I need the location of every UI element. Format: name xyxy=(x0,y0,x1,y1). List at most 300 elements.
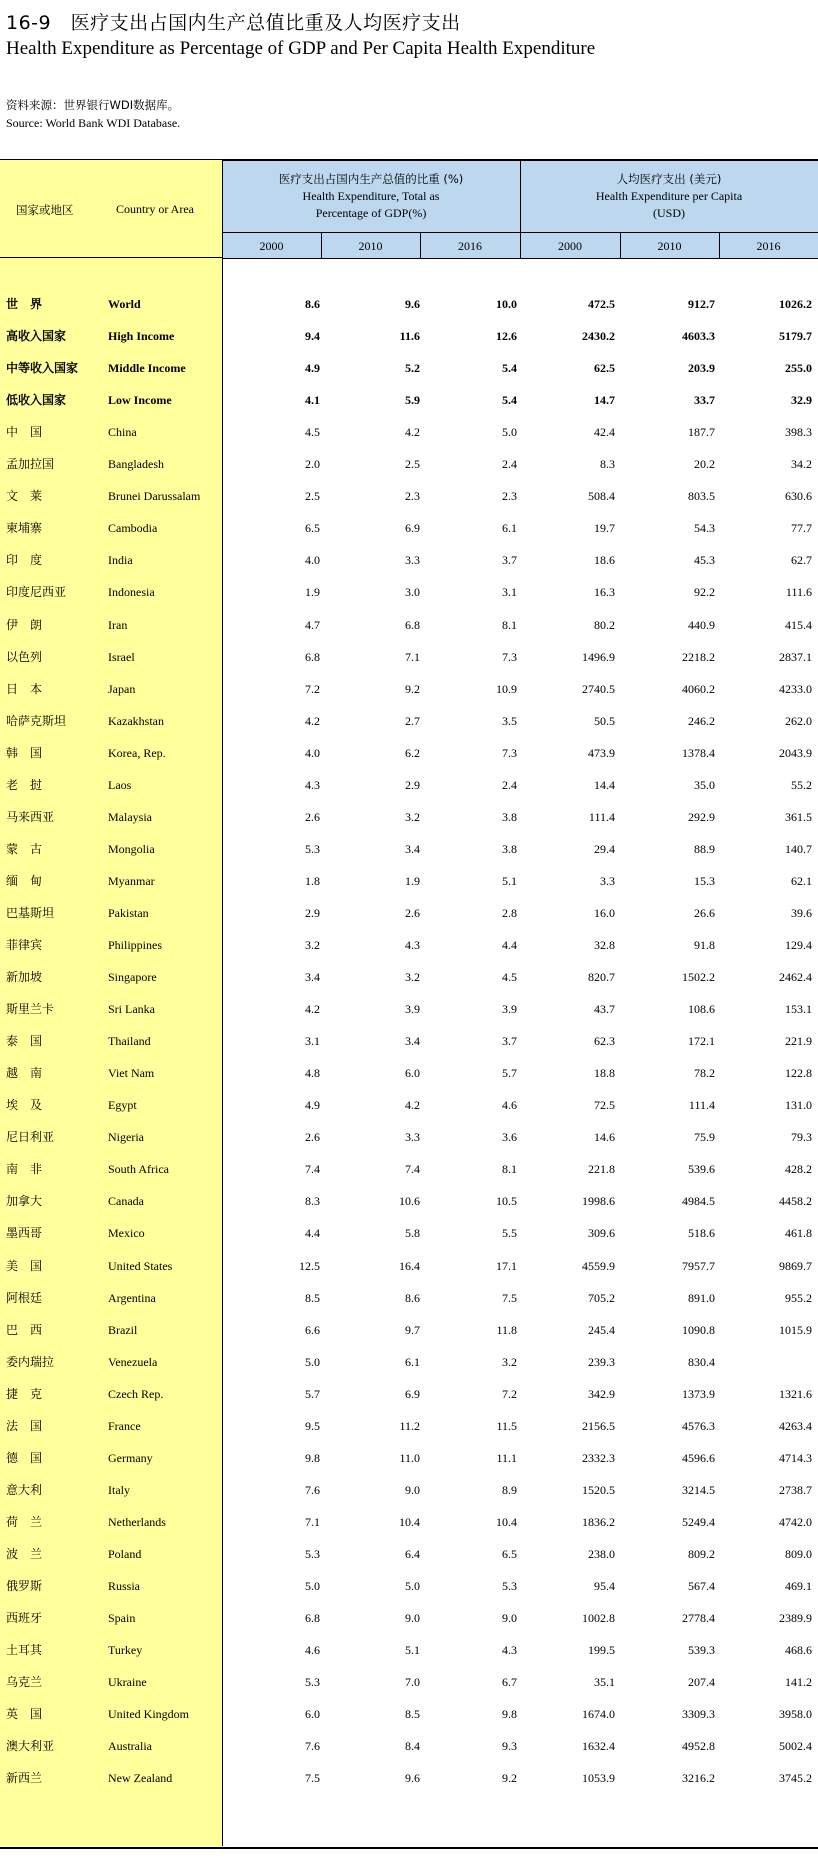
table-row xyxy=(0,1121,818,1153)
value-cell: 4603.3 xyxy=(682,329,715,343)
value-cell: 3.8 xyxy=(502,842,517,856)
value-cell: 18.8 xyxy=(594,1066,615,1080)
value-cell: 14.4 xyxy=(594,778,615,792)
value-cell: 361.5 xyxy=(785,810,812,824)
value-cell: 33.7 xyxy=(694,393,715,407)
country-name-en: New Zealand xyxy=(108,1771,173,1785)
table-row xyxy=(0,1185,818,1217)
page-title-cn: 16-9 医疗支出占国内生产总值比重及人均医疗支出 xyxy=(6,12,461,34)
table-row xyxy=(0,737,818,769)
country-name-en: United States xyxy=(108,1259,173,1273)
value-cell: 4984.5 xyxy=(682,1194,715,1208)
value-cell: 10.4 xyxy=(399,1515,420,1529)
table-row xyxy=(0,1570,818,1602)
value-cell: 3.7 xyxy=(502,1034,517,1048)
value-cell: 32.8 xyxy=(594,938,615,952)
value-cell: 8.3 xyxy=(305,1194,320,1208)
header-group-gdp-share-en-line1: Health Expenditure, Total as xyxy=(302,189,440,203)
value-cell: 7.3 xyxy=(502,746,517,760)
country-name-cn: 美 国 xyxy=(6,1259,43,1273)
value-cell: 415.4 xyxy=(785,618,812,632)
value-cell: 55.2 xyxy=(791,778,812,792)
value-cell: 4.6 xyxy=(305,1643,320,1657)
value-cell: 4.2 xyxy=(405,1098,420,1112)
table-row xyxy=(0,320,818,352)
country-name-cn: 以色列 xyxy=(6,650,43,664)
value-cell: 62.1 xyxy=(791,874,812,888)
value-cell: 221.8 xyxy=(588,1162,615,1176)
value-cell: 1998.6 xyxy=(582,1194,615,1208)
country-name-cn: 俄罗斯 xyxy=(6,1579,43,1593)
value-cell: 2389.9 xyxy=(779,1611,812,1625)
country-name-cn: 巴基斯坦 xyxy=(6,906,55,920)
value-cell: 6.0 xyxy=(305,1707,320,1721)
value-cell: 10.4 xyxy=(496,1515,517,1529)
table-row xyxy=(0,1730,818,1762)
country-name-en: Turkey xyxy=(108,1643,143,1657)
country-name-en: High Income xyxy=(108,329,175,343)
table-row xyxy=(0,384,818,416)
value-cell: 140.7 xyxy=(785,842,812,856)
value-cell: 18.6 xyxy=(594,553,615,567)
country-name-cn: 波 兰 xyxy=(6,1547,43,1561)
value-cell: 1015.9 xyxy=(779,1323,812,1337)
value-cell: 3.5 xyxy=(502,714,517,728)
value-cell: 4060.2 xyxy=(682,682,715,696)
value-cell: 4742.0 xyxy=(779,1515,812,1529)
value-cell: 4.2 xyxy=(305,714,320,728)
value-cell: 42.4 xyxy=(594,425,615,439)
value-cell: 3.2 xyxy=(305,938,320,952)
value-cell: 5.0 xyxy=(305,1579,320,1593)
value-cell: 955.2 xyxy=(785,1291,812,1305)
country-name-cn: 捷 克 xyxy=(6,1387,43,1401)
value-cell: 15.3 xyxy=(694,874,715,888)
table-row xyxy=(0,1762,818,1794)
table-row xyxy=(0,416,818,448)
table-row xyxy=(0,1698,818,1730)
value-cell: 469.1 xyxy=(785,1579,812,1593)
header-group-per-capita-en-line2: (USD) xyxy=(653,206,685,220)
value-cell: 8.5 xyxy=(305,1291,320,1305)
country-name-en: Kazakhstan xyxy=(108,714,164,728)
value-cell: 2332.3 xyxy=(582,1451,615,1465)
country-name-en: Netherlands xyxy=(108,1515,166,1529)
country-name-cn: 乌克兰 xyxy=(6,1675,43,1689)
country-name-en: Singapore xyxy=(108,970,157,984)
table-row xyxy=(0,1474,818,1506)
country-name-cn: 伊 朗 xyxy=(6,618,43,632)
value-cell: 11.8 xyxy=(496,1323,517,1337)
value-cell: 199.5 xyxy=(588,1643,615,1657)
value-cell: 2.8 xyxy=(502,906,517,920)
table-row xyxy=(0,544,818,576)
country-name-en: Venezuela xyxy=(108,1355,158,1369)
country-name-cn: 德 国 xyxy=(6,1451,43,1465)
value-cell: 2.6 xyxy=(305,810,320,824)
value-cell: 7.0 xyxy=(405,1675,420,1689)
value-cell: 6.9 xyxy=(405,521,420,535)
country-name-cn: 加拿大 xyxy=(6,1194,43,1208)
table-row xyxy=(0,1346,818,1378)
value-cell: 4.9 xyxy=(305,1098,320,1112)
table-row xyxy=(0,1153,818,1185)
value-cell: 62.7 xyxy=(791,553,812,567)
value-cell: 10.6 xyxy=(399,1194,420,1208)
value-cell: 17.1 xyxy=(496,1259,517,1273)
value-cell: 8.9 xyxy=(502,1483,517,1497)
value-cell: 4.7 xyxy=(305,618,320,632)
country-name-en: Russia xyxy=(108,1579,141,1593)
value-cell: 8.5 xyxy=(405,1707,420,1721)
value-cell: 461.8 xyxy=(785,1226,812,1240)
header-year: 2010 xyxy=(358,239,383,253)
country-name-en: China xyxy=(108,425,137,439)
value-cell: 567.4 xyxy=(688,1579,715,1593)
country-name-en: Indonesia xyxy=(108,585,155,599)
value-cell: 7.4 xyxy=(305,1162,320,1176)
value-cell: 62.3 xyxy=(594,1034,615,1048)
value-cell: 26.6 xyxy=(694,906,715,920)
value-cell: 472.5 xyxy=(588,297,615,311)
table-row xyxy=(0,673,818,705)
country-name-en: Viet Nam xyxy=(108,1066,155,1080)
value-cell: 4263.4 xyxy=(779,1419,812,1433)
value-cell: 122.8 xyxy=(785,1066,812,1080)
country-name-en: Laos xyxy=(108,778,132,792)
country-name-en: Brazil xyxy=(108,1323,138,1337)
value-cell: 5.2 xyxy=(405,361,420,375)
value-cell: 3.2 xyxy=(405,970,420,984)
country-name-en: Mexico xyxy=(108,1226,145,1240)
value-cell: 1373.9 xyxy=(682,1387,715,1401)
value-cell: 11.1 xyxy=(496,1451,517,1465)
value-cell: 20.2 xyxy=(694,457,715,471)
value-cell: 10.5 xyxy=(496,1194,517,1208)
table-row xyxy=(0,801,818,833)
value-cell: 5.3 xyxy=(502,1579,517,1593)
value-cell: 705.2 xyxy=(588,1291,615,1305)
source-note-en: Source: World Bank WDI Database. xyxy=(6,116,181,130)
value-cell: 3.8 xyxy=(502,810,517,824)
table-row xyxy=(0,288,818,320)
header-group-per-capita-cn: 人均医疗支出 (美元) xyxy=(616,172,722,186)
value-cell: 3214.5 xyxy=(682,1483,715,1497)
value-cell: 221.9 xyxy=(785,1034,812,1048)
value-cell: 2430.2 xyxy=(582,329,615,343)
value-cell: 4.5 xyxy=(305,425,320,439)
value-cell: 1053.9 xyxy=(582,1771,615,1785)
value-cell: 4952.8 xyxy=(682,1739,715,1753)
country-name-cn: 土耳其 xyxy=(6,1643,43,1657)
country-name-cn: 墨西哥 xyxy=(6,1226,43,1240)
source-note-cn: 资料来源：世界银行WDI数据库。 xyxy=(6,98,180,112)
value-cell: 6.0 xyxy=(405,1066,420,1080)
header-group-per-capita xyxy=(520,171,818,222)
value-cell: 10.9 xyxy=(496,682,517,696)
country-name-en: Canada xyxy=(108,1194,144,1208)
value-cell: 4.9 xyxy=(305,361,320,375)
value-cell: 3745.2 xyxy=(779,1771,812,1785)
header-group-gdp-share xyxy=(222,171,520,222)
value-cell: 539.6 xyxy=(688,1162,715,1176)
country-name-cn: 意大利 xyxy=(6,1483,43,1497)
value-cell: 153.1 xyxy=(785,1002,812,1016)
value-cell: 1674.0 xyxy=(582,1707,615,1721)
table-row xyxy=(0,769,818,801)
country-name-cn: 低收入国家 xyxy=(6,393,67,407)
value-cell: 111.4 xyxy=(688,1098,715,1112)
value-cell: 9.4 xyxy=(305,329,320,343)
value-cell: 4.3 xyxy=(305,778,320,792)
country-name-cn: 蒙 古 xyxy=(6,842,43,856)
country-name-cn: 中 国 xyxy=(6,425,43,439)
value-cell: 141.2 xyxy=(785,1675,812,1689)
value-cell: 6.1 xyxy=(502,521,517,535)
table-row xyxy=(0,1217,818,1249)
value-cell: 8.4 xyxy=(405,1739,420,1753)
value-cell: 3.6 xyxy=(502,1130,517,1144)
country-name-en: Australia xyxy=(108,1739,152,1753)
country-name-en: Italy xyxy=(108,1483,130,1497)
value-cell: 292.9 xyxy=(688,810,715,824)
value-cell: 4714.3 xyxy=(779,1451,812,1465)
value-cell: 5.1 xyxy=(502,874,517,888)
country-name-en: Low Income xyxy=(108,393,172,407)
value-cell: 7.4 xyxy=(405,1162,420,1176)
value-cell: 108.6 xyxy=(688,1002,715,1016)
value-cell: 5.0 xyxy=(305,1355,320,1369)
value-cell: 2738.7 xyxy=(779,1483,812,1497)
value-cell: 7.6 xyxy=(305,1483,320,1497)
table-row xyxy=(0,1634,818,1666)
value-cell: 5.4 xyxy=(502,361,517,375)
country-name-cn: 文 莱 xyxy=(6,489,43,503)
value-cell: 2.5 xyxy=(305,489,320,503)
value-cell: 34.2 xyxy=(791,457,812,471)
table-row xyxy=(0,609,818,641)
value-cell: 11.2 xyxy=(399,1419,420,1433)
country-name-cn: 泰 国 xyxy=(6,1034,43,1048)
table-row xyxy=(0,897,818,929)
country-name-en: Sri Lanka xyxy=(108,1002,155,1016)
value-cell: 2156.5 xyxy=(582,1419,615,1433)
value-cell: 5.7 xyxy=(502,1066,517,1080)
table-row xyxy=(0,352,818,384)
country-name-cn: 中等收入国家 xyxy=(6,361,79,375)
value-cell: 1378.4 xyxy=(682,746,715,760)
value-cell: 2.5 xyxy=(405,457,420,471)
value-cell: 830.4 xyxy=(688,1355,715,1369)
value-cell: 12.5 xyxy=(299,1259,320,1273)
table-row xyxy=(0,833,818,865)
value-cell: 7.5 xyxy=(305,1771,320,1785)
value-cell: 11.5 xyxy=(496,1419,517,1433)
value-cell: 262.0 xyxy=(785,714,812,728)
value-cell: 7.5 xyxy=(502,1291,517,1305)
value-cell: 7.1 xyxy=(405,650,420,664)
country-name-en: France xyxy=(108,1419,141,1433)
country-name-en: Korea, Rep. xyxy=(108,746,166,760)
country-name-en: Middle Income xyxy=(108,361,186,375)
value-cell: 5.3 xyxy=(305,1675,320,1689)
country-name-cn: 尼日利亚 xyxy=(6,1130,55,1144)
header-year: 2016 xyxy=(756,239,781,253)
value-cell: 3.7 xyxy=(502,553,517,567)
value-cell: 9.8 xyxy=(502,1707,517,1721)
value-cell: 35.0 xyxy=(694,778,715,792)
country-name-cn: 马来西亚 xyxy=(6,810,55,824)
value-cell: 428.2 xyxy=(785,1162,812,1176)
value-cell: 539.3 xyxy=(688,1643,715,1657)
table-row xyxy=(0,1538,818,1570)
value-cell: 9.6 xyxy=(405,1771,420,1785)
value-cell: 7.2 xyxy=(502,1387,517,1401)
value-cell: 3.4 xyxy=(305,970,320,984)
value-cell: 4233.0 xyxy=(779,682,812,696)
value-cell: 54.3 xyxy=(694,521,715,535)
value-cell: 6.8 xyxy=(305,650,320,664)
value-cell: 518.6 xyxy=(688,1226,715,1240)
value-cell: 80.2 xyxy=(594,618,615,632)
value-cell: 6.1 xyxy=(405,1355,420,1369)
table-row xyxy=(0,480,818,512)
table-row xyxy=(0,512,818,544)
country-name-cn: 哈萨克斯坦 xyxy=(6,714,67,728)
value-cell: 2.9 xyxy=(405,778,420,792)
table-bottom-rule xyxy=(0,1847,818,1849)
value-cell: 9.5 xyxy=(305,1419,320,1433)
value-cell: 4458.2 xyxy=(779,1194,812,1208)
value-cell: 14.7 xyxy=(594,393,615,407)
value-cell: 5249.4 xyxy=(682,1515,715,1529)
value-cell: 2.0 xyxy=(305,457,320,471)
country-header-divider xyxy=(0,257,222,258)
value-cell: 35.1 xyxy=(594,1675,615,1689)
value-cell: 246.2 xyxy=(688,714,715,728)
value-cell: 8.6 xyxy=(405,1291,420,1305)
value-cell: 1321.6 xyxy=(779,1387,812,1401)
table-row xyxy=(0,1025,818,1057)
header-year: 2000 xyxy=(259,239,284,253)
value-cell: 75.9 xyxy=(694,1130,715,1144)
value-cell: 7957.7 xyxy=(682,1259,715,1273)
value-cell: 6.4 xyxy=(405,1547,420,1561)
value-cell: 4559.9 xyxy=(582,1259,615,1273)
value-cell: 2043.9 xyxy=(779,746,812,760)
value-cell: 1502.2 xyxy=(682,970,715,984)
table-row xyxy=(0,929,818,961)
value-cell: 3309.3 xyxy=(682,1707,715,1721)
value-cell: 7.6 xyxy=(305,1739,320,1753)
value-cell: 4.8 xyxy=(305,1066,320,1080)
country-name-en: Bangladesh xyxy=(108,457,164,471)
value-cell: 187.7 xyxy=(688,425,715,439)
value-cell: 14.6 xyxy=(594,1130,615,1144)
country-name-en: United Kingdom xyxy=(108,1707,189,1721)
header-group-per-capita-en-line1: Health Expenditure per Capita xyxy=(595,189,743,203)
value-cell: 43.7 xyxy=(594,1002,615,1016)
value-cell: 72.5 xyxy=(594,1098,615,1112)
country-name-cn: 孟加拉国 xyxy=(6,457,55,471)
value-cell: 79.3 xyxy=(791,1130,812,1144)
value-cell: 309.6 xyxy=(588,1226,615,1240)
value-cell: 77.7 xyxy=(791,521,812,535)
value-cell: 1.9 xyxy=(305,585,320,599)
value-cell: 803.5 xyxy=(688,489,715,503)
country-name-cn: 日 本 xyxy=(6,682,43,696)
value-cell: 2.6 xyxy=(305,1130,320,1144)
value-cell: 207.4 xyxy=(688,1675,715,1689)
value-cell: 809.2 xyxy=(688,1547,715,1561)
value-cell: 9.7 xyxy=(405,1323,420,1337)
value-cell: 508.4 xyxy=(588,489,615,503)
value-cell: 3.3 xyxy=(405,553,420,567)
value-cell: 10.0 xyxy=(496,297,517,311)
value-cell: 2.4 xyxy=(502,778,517,792)
value-cell: 62.5 xyxy=(594,361,615,375)
country-name-en: Philippines xyxy=(108,938,163,952)
value-cell: 19.7 xyxy=(594,521,615,535)
table-row xyxy=(0,1378,818,1410)
value-cell: 50.5 xyxy=(594,714,615,728)
value-cell: 4.6 xyxy=(502,1098,517,1112)
country-name-en: South Africa xyxy=(108,1162,169,1176)
value-cell: 5.3 xyxy=(305,842,320,856)
value-cell: 820.7 xyxy=(588,970,615,984)
header-year: 2000 xyxy=(558,239,582,253)
value-cell: 92.2 xyxy=(694,585,715,599)
value-cell: 255.0 xyxy=(785,361,812,375)
country-name-cn: 法 国 xyxy=(6,1419,43,1433)
table-row xyxy=(0,1057,818,1089)
value-cell: 16.0 xyxy=(594,906,615,920)
header-country-cn: 国家或地区 xyxy=(16,203,74,217)
country-name-cn: 菲律宾 xyxy=(6,938,43,952)
value-cell: 8.6 xyxy=(305,297,320,311)
value-cell: 6.9 xyxy=(405,1387,420,1401)
value-cell: 3.9 xyxy=(405,1002,420,1016)
header-group-gdp-share-cn: 医疗支出占国内生产总值的比重 (%) xyxy=(278,172,464,186)
value-cell: 342.9 xyxy=(588,1387,615,1401)
country-name-cn: 南 非 xyxy=(6,1162,43,1176)
country-name-cn: 阿根廷 xyxy=(6,1291,43,1305)
country-name-cn: 斯里兰卡 xyxy=(6,1002,55,1016)
value-cell: 7.1 xyxy=(305,1515,320,1529)
value-cell: 630.6 xyxy=(785,489,812,503)
value-cell: 45.3 xyxy=(694,553,715,567)
value-cell: 6.6 xyxy=(305,1323,320,1337)
value-cell: 891.0 xyxy=(688,1291,715,1305)
value-cell: 3.0 xyxy=(405,585,420,599)
value-cell: 8.3 xyxy=(600,457,615,471)
value-cell: 1496.9 xyxy=(582,650,615,664)
header-country-en: Country or Area xyxy=(116,202,194,216)
value-cell: 4.5 xyxy=(502,970,517,984)
value-cell: 4.4 xyxy=(502,938,517,952)
value-cell: 9.8 xyxy=(305,1451,320,1465)
year-row-divider xyxy=(222,232,818,233)
value-cell: 9.0 xyxy=(502,1611,517,1625)
value-cell: 238.0 xyxy=(588,1547,615,1561)
value-cell: 2.3 xyxy=(502,489,517,503)
header-year: 2010 xyxy=(657,239,682,253)
value-cell: 16.4 xyxy=(399,1259,420,1273)
country-name-en: Israel xyxy=(108,650,135,664)
country-name-en: Malaysia xyxy=(108,810,152,824)
value-cell: 4576.3 xyxy=(682,1419,715,1433)
value-cell: 440.9 xyxy=(688,618,715,632)
